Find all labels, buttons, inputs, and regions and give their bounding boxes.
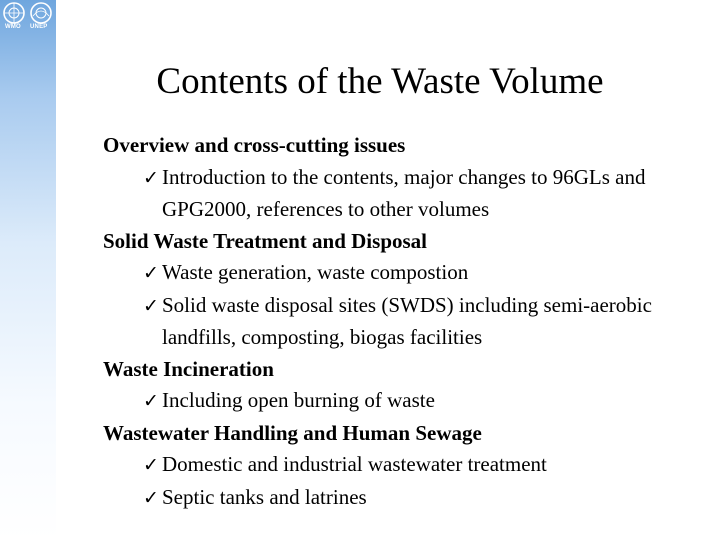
section-heading: Solid Waste Treatment and Disposal [103, 228, 428, 253]
check-icon: ✓ [143, 295, 159, 317]
wmo-caption: WMO [5, 24, 21, 30]
bullet-text: Waste generation, waste compostion [162, 260, 469, 284]
bullet-item [103, 385, 703, 418]
content-outline [103, 130, 703, 514]
side-gradient-band [0, 0, 56, 540]
check-icon: ✓ [143, 391, 159, 412]
logo-group [2, 2, 54, 36]
bullet-text: Introduction to the contents, major changes to 96GLs and GPG2000, references to other volumes [162, 164, 646, 221]
bullet-item [103, 482, 703, 515]
slide-title: Contents of the Waste Volume [156, 61, 604, 102]
bullet-item [103, 449, 703, 482]
check-icon: ✓ [143, 455, 159, 476]
bullet-item [103, 257, 703, 290]
bullet-text: Solid waste disposal sites (SWDS) including semi-aerobic landfills, composting, biogas facilities [162, 292, 652, 349]
bullet-item [103, 290, 703, 354]
check-icon: ✓ [143, 487, 159, 509]
bullet-text: Septic tanks and latrines [162, 484, 367, 509]
section-heading: Wastewater Handling and Human Sewage [103, 420, 482, 445]
section-heading: Overview and cross-cutting issues [103, 133, 406, 157]
bullet-item [103, 162, 703, 226]
section-heading: Waste Incineration [103, 356, 274, 381]
check-icon: ✓ [143, 167, 159, 189]
unep-caption: UNEP [30, 24, 48, 30]
bullet-text: Including open burning of waste [162, 388, 435, 412]
check-icon: ✓ [143, 263, 159, 284]
bullet-text: Domestic and industrial wastewater treatment [162, 452, 547, 476]
unep-logo-icon [2, 2, 54, 36]
